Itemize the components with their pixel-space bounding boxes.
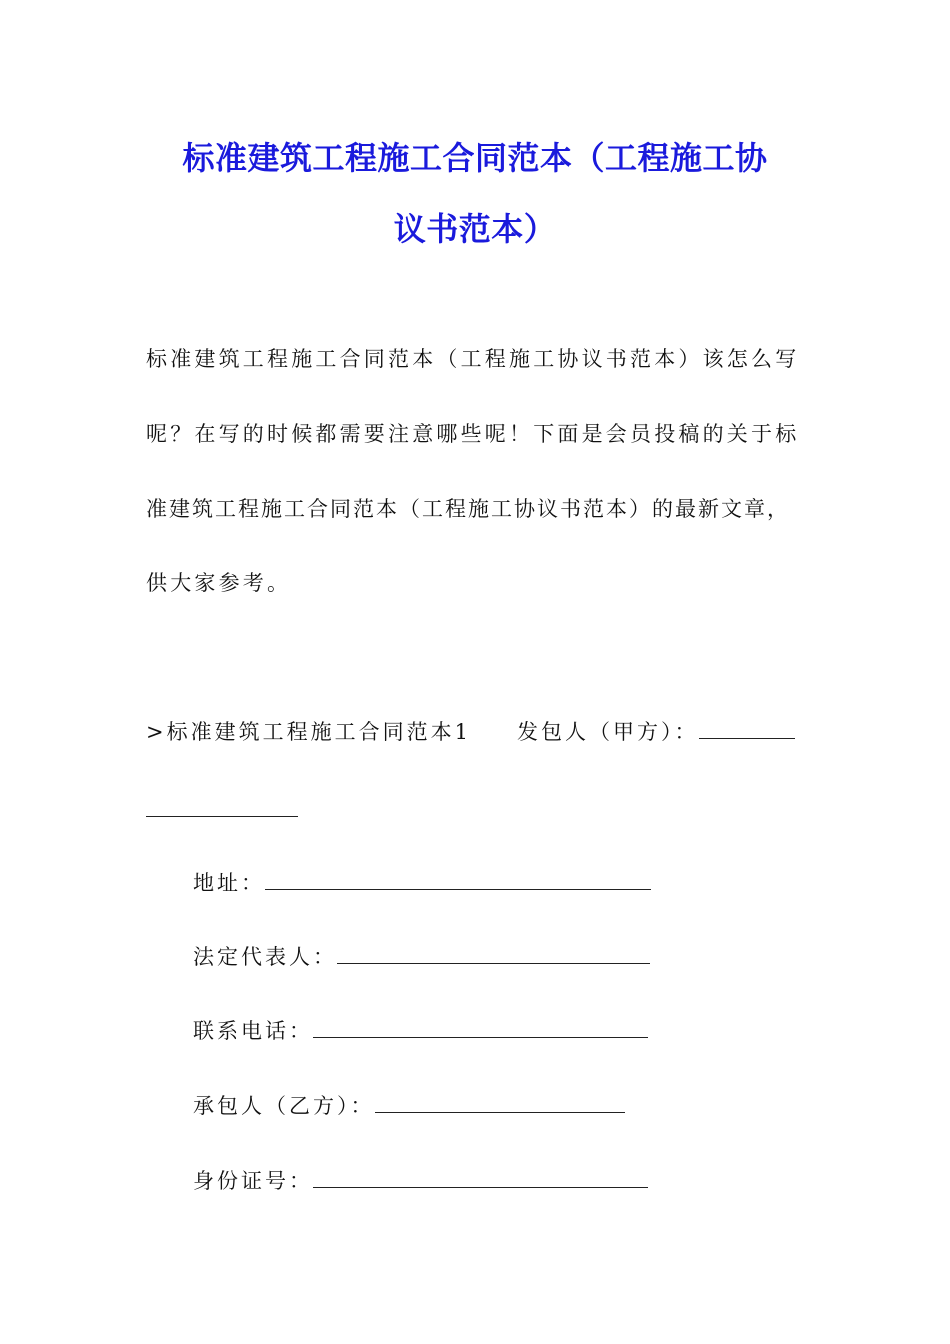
field-phone-label: 联系电话： <box>193 1019 313 1043</box>
field-id-number-blank[interactable] <box>313 1169 648 1188</box>
field-address <box>193 868 651 898</box>
party-a-label: 发包人（甲方）： <box>517 720 699 744</box>
intro-line-3: 准建筑工程施工合同范本（工程施工协议书范本）的最新文章， <box>146 497 790 521</box>
field-id-number-label: 身份证号： <box>193 1169 313 1193</box>
section-heading: >标准建筑工程施工合同范本1 <box>146 720 471 744</box>
field-legal-rep <box>193 942 650 972</box>
field-phone-blank[interactable] <box>313 1019 648 1038</box>
field-contractor <box>193 1091 625 1121</box>
field-contractor-label: 承包人（乙方）： <box>193 1094 375 1118</box>
field-legal-rep-blank[interactable] <box>337 945 650 964</box>
intro-line-2: 呢？在写的时候都需要注意哪些呢！下面是会员投稿的关于标 <box>146 422 800 446</box>
intro-line-1: 标准建筑工程施工合同范本（工程施工协议书范本）该怎么写 <box>146 347 800 371</box>
field-contractor-blank[interactable] <box>375 1094 625 1113</box>
field-phone <box>193 1016 648 1046</box>
field-id-number <box>193 1166 648 1196</box>
document-title-line-2: 议书范本） <box>393 210 557 248</box>
party-a-blank[interactable] <box>699 720 795 739</box>
intro-line-4: 供大家参考。 <box>146 571 292 595</box>
document-title-line-1: 标准建筑工程施工合同范本（工程施工协 <box>182 139 768 177</box>
party-a-blank-continued[interactable] <box>146 816 298 817</box>
field-address-label: 地址： <box>193 871 265 895</box>
field-address-blank[interactable] <box>265 871 651 890</box>
party-a-row <box>517 717 795 747</box>
field-legal-rep-label: 法定代表人： <box>193 945 337 969</box>
